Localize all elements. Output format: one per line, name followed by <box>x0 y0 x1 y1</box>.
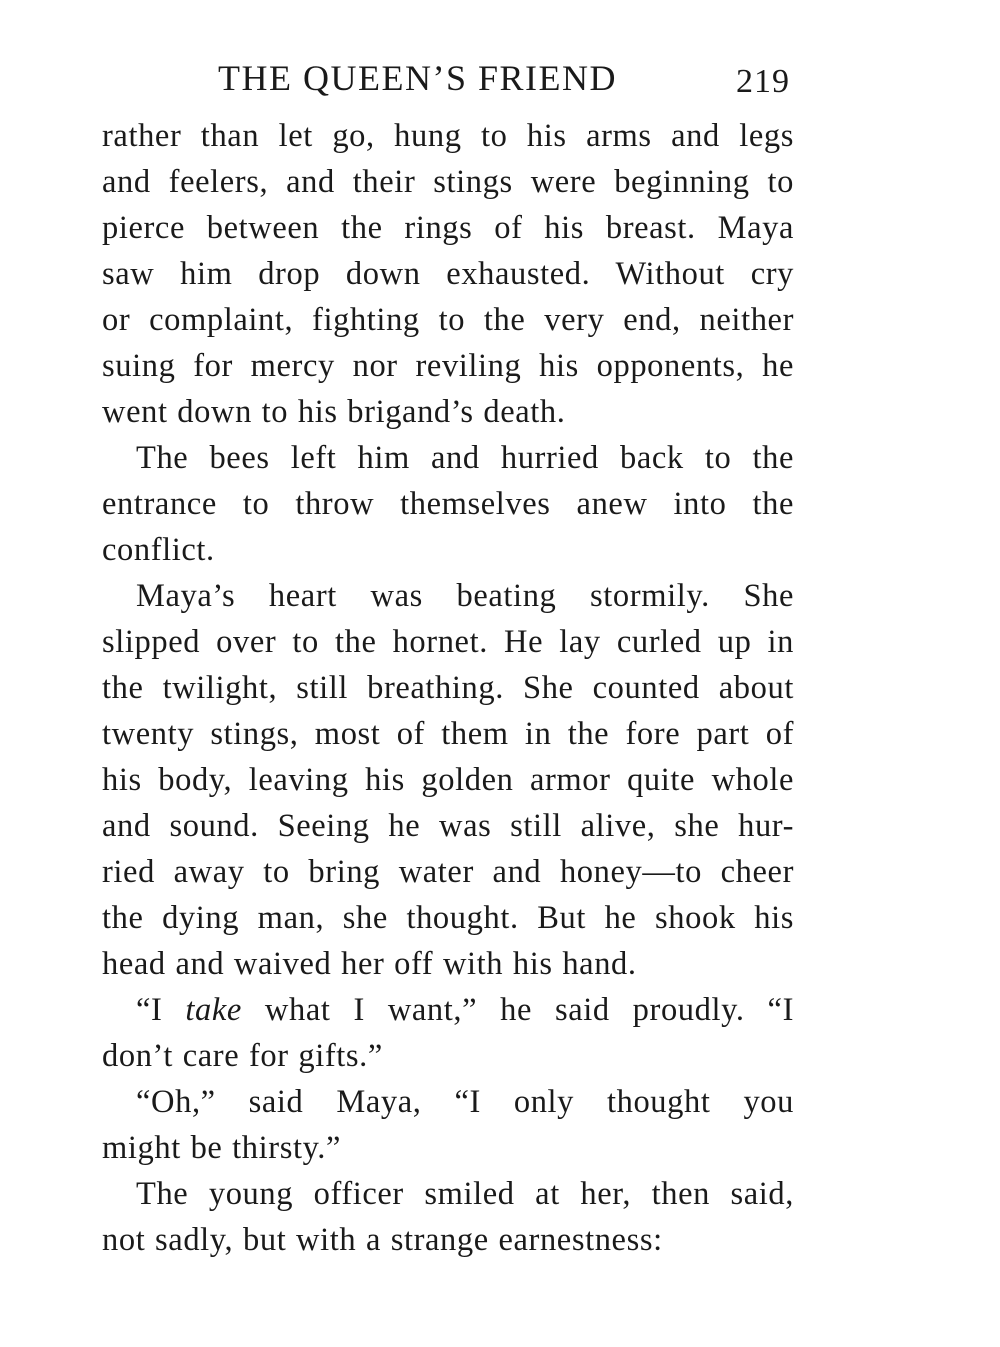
text-line: saw him drop down exhausted. Without cry <box>102 256 794 292</box>
text-line: head and waived her off with his hand. <box>102 946 637 982</box>
text-line: entrance to throw themselves anew into the <box>102 486 794 522</box>
text-line: suing for mercy nor reviling his opponents, he <box>102 348 794 384</box>
text-line: pierce between the rings of his breast. Maya <box>102 210 794 246</box>
running-title: THE QUEEN’S FRIEND <box>218 58 617 98</box>
paragraph <box>102 1171 794 1263</box>
text-line: twenty stings, most of them in the fore part of <box>102 716 794 752</box>
text-line: not sadly, but with a strange earnestness: <box>102 1222 663 1258</box>
text-line: went down to his brigand’s death. <box>102 394 566 430</box>
text-line: and sound. Seeing he was still alive, she hur- <box>102 808 794 844</box>
text-line: don’t care for gifts.” <box>102 1038 383 1074</box>
text-line: his body, leaving his golden armor quite whole <box>102 762 794 798</box>
paragraph <box>102 987 794 1079</box>
page-number: 219 <box>736 63 790 100</box>
text-line: “Oh,” said Maya, “I only thought you <box>136 1084 794 1120</box>
text-line: the dying man, she thought. But he shook his <box>102 900 794 936</box>
text-line: and feelers, and their stings were beginning to <box>102 164 794 200</box>
text-line: might be thirsty.” <box>102 1130 342 1166</box>
text-line: slipped over to the hornet. He lay curled up in <box>102 624 794 660</box>
text-line: ried away to bring water and honey—to cheer <box>102 854 794 890</box>
text-line <box>102 987 794 1033</box>
paragraph <box>102 435 794 573</box>
text-line: Maya’s heart was beating stormily. She <box>136 578 794 614</box>
running-head <box>100 56 800 100</box>
text-line: The bees left him and hurried back to the <box>136 440 794 476</box>
emphasized-word: take <box>185 992 242 1028</box>
text-segment: what I want,” he said proudly. “I <box>241 992 794 1028</box>
paragraph <box>102 113 794 435</box>
body-text <box>102 113 794 1263</box>
text-line: conflict. <box>102 532 215 568</box>
text-line: The young officer smiled at her, then said, <box>136 1176 794 1212</box>
text-line: the twilight, still breathing. She counted about <box>102 670 794 706</box>
text-line: or complaint, fighting to the very end, neither <box>102 302 794 338</box>
paragraph <box>102 573 794 987</box>
paragraph <box>102 1079 794 1171</box>
text-segment: “I <box>136 992 186 1028</box>
text-line: rather than let go, hung to his arms and legs <box>102 118 794 154</box>
